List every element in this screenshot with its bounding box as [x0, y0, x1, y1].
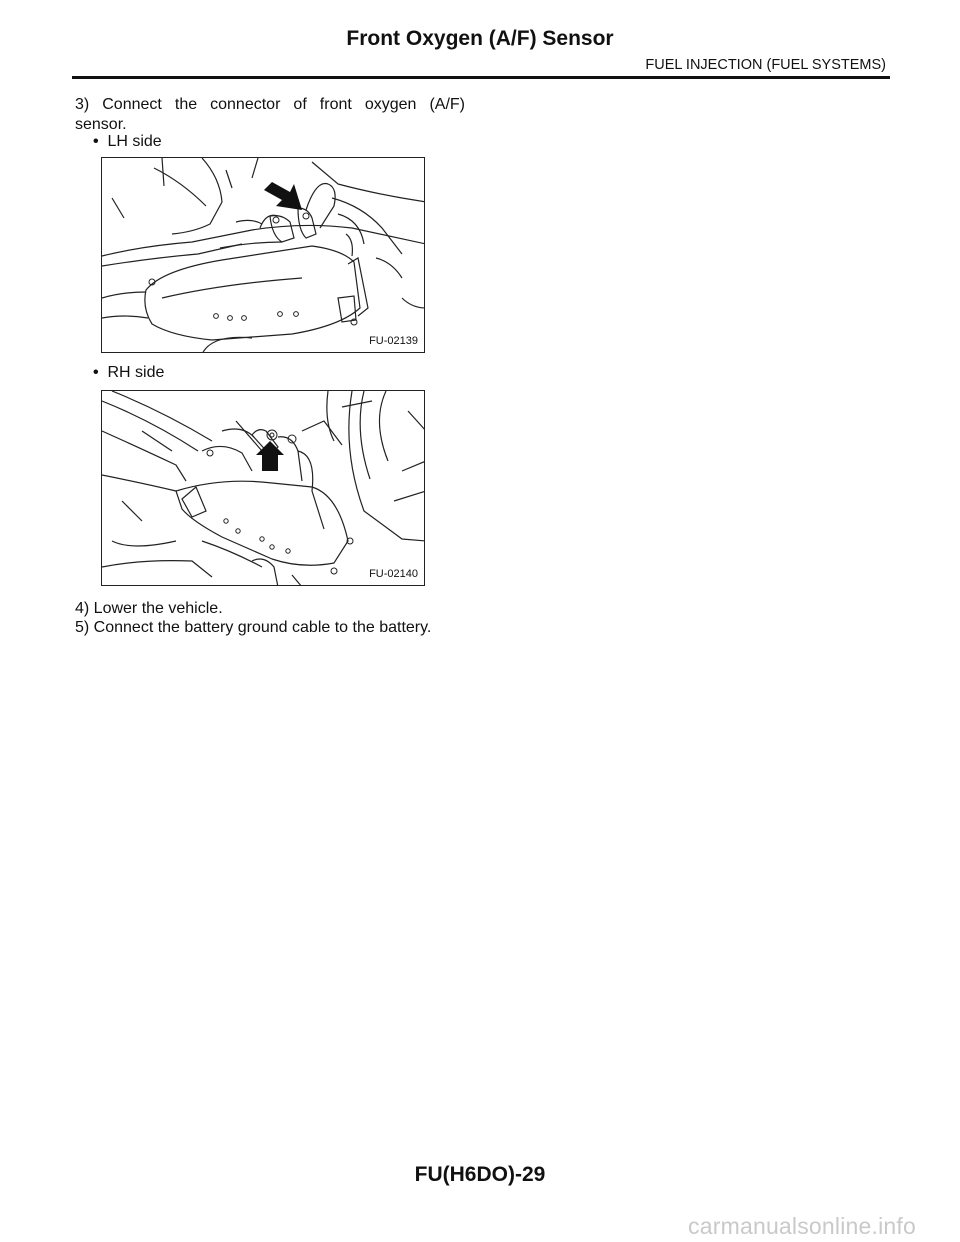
- section-label: FUEL INJECTION (FUEL SYSTEMS): [645, 57, 886, 73]
- arrow-icon: [256, 441, 284, 471]
- page-number: FU(H6DO)-29: [414, 1163, 546, 1186]
- header-rule: [72, 76, 890, 79]
- bullet-lh-side: [93, 131, 162, 152]
- bullet-rh-side: [93, 362, 164, 383]
- step-5: 5) Connect the battery ground cable to the battery.: [75, 619, 432, 636]
- rh-side-illustration: [102, 391, 425, 586]
- step-3-line-1: 3) Connect the connector of front oxygen (A/F): [75, 96, 465, 113]
- bullet-lh-label: LH side: [107, 133, 162, 150]
- arrow-icon: [264, 182, 302, 210]
- figure-lh-side: [101, 157, 425, 353]
- figure-rh-code: FU-02140: [369, 568, 418, 580]
- lh-side-illustration: [102, 158, 425, 353]
- figure-rh-side: [101, 390, 425, 586]
- bullet-icon: •: [93, 364, 99, 381]
- step-3-line-2: sensor.: [75, 116, 127, 133]
- step-4: 4) Lower the vehicle.: [75, 600, 223, 617]
- bullet-rh-label: RH side: [107, 364, 165, 381]
- page-title: Front Oxygen (A/F) Sensor: [346, 27, 614, 50]
- watermark: carmanualsonline.info: [688, 1213, 916, 1239]
- figure-lh-code: FU-02139: [369, 335, 418, 347]
- bullet-icon: •: [93, 133, 99, 150]
